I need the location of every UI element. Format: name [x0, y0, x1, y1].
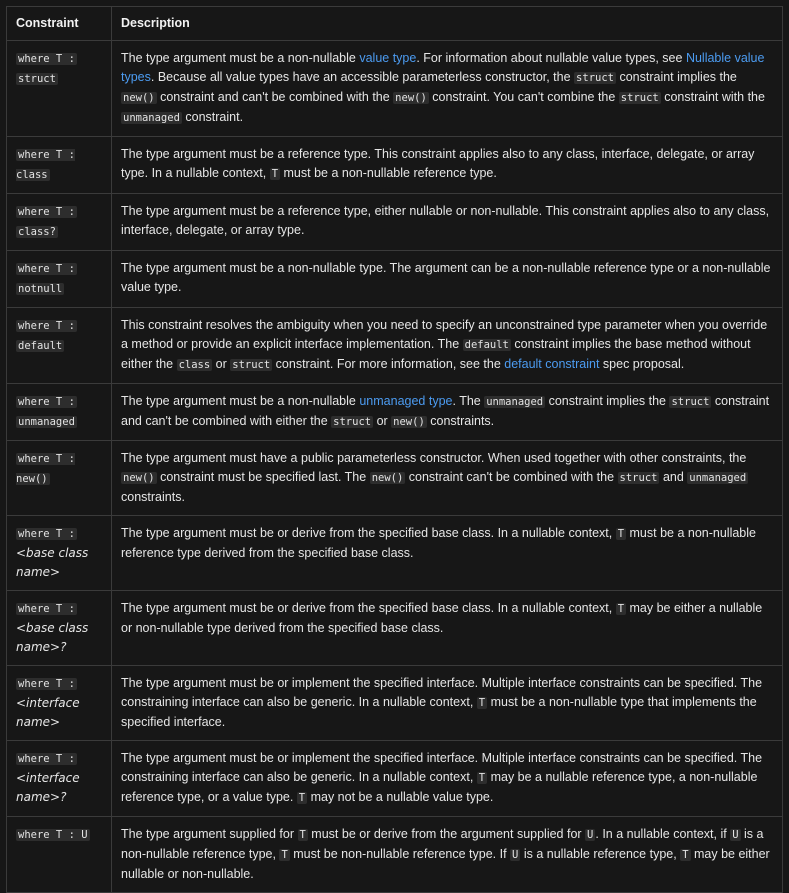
- inline-code: new(): [393, 416, 425, 428]
- description-text: . In a nullable context, if: [595, 827, 731, 841]
- description-text: constraints.: [426, 414, 495, 428]
- description-text: constraint and can't be combined with either the: [121, 394, 770, 428]
- inline-code: default: [464, 339, 509, 351]
- description-cell: [112, 137, 783, 194]
- inline-code: U: [587, 829, 594, 841]
- description-text: The type argument must be a non-nullable: [121, 51, 360, 65]
- inline-code: unmanaged: [18, 416, 75, 428]
- inline-code: T: [299, 829, 306, 841]
- description-text: The type argument must be a non-nullable type. The argument can be a non-nullable reference type or a non-nullable value type.: [121, 261, 771, 294]
- inline-code: unmanaged: [123, 112, 180, 124]
- description-text: is a non-nullable reference type,: [121, 827, 764, 861]
- description-text: must be a non-nullable reference type derived from the specified base class.: [121, 526, 756, 560]
- description-text: constraint must be specified last. The: [156, 470, 370, 484]
- inline-code: new(): [371, 472, 404, 484]
- constraint-cell: [7, 516, 112, 591]
- doc-link[interactable]: default constraint: [504, 357, 600, 371]
- inline-code: new(): [123, 472, 155, 484]
- description-cell: [112, 591, 783, 666]
- inline-code: where T : new(): [16, 453, 75, 485]
- description-text: is a nullable reference type,: [520, 847, 681, 861]
- constraint-cell: [7, 137, 112, 194]
- table-row: [7, 817, 783, 893]
- inline-code: where T : class: [16, 149, 75, 181]
- description-text: constraint. For more information, see the: [272, 357, 505, 371]
- table-row: [7, 384, 783, 441]
- table-row: [7, 41, 783, 137]
- inline-code: default: [18, 340, 63, 352]
- inline-code: struct: [619, 472, 658, 484]
- type-placeholder: <base class name>: [16, 546, 89, 579]
- description-text: must be or derive from the argument supplied for: [307, 827, 586, 841]
- description-text: must be a non-nullable reference type.: [280, 166, 497, 180]
- inline-code: U: [732, 829, 739, 841]
- description-cell: [112, 308, 783, 384]
- inline-code: where T :: [18, 753, 75, 765]
- inline-code: struct: [333, 416, 372, 428]
- inline-code: T: [682, 849, 689, 861]
- table-row: [7, 441, 783, 516]
- inline-code: unmanaged: [486, 396, 544, 408]
- constraint-cell: [7, 741, 112, 817]
- description-text: constraint with the: [660, 90, 765, 104]
- description-text: spec proposal.: [599, 357, 685, 371]
- description-text: The type argument must be a reference type. This constraint applies also to any class, interface, delegate, or array type. In a nullable context,: [121, 147, 755, 180]
- constraint-cell: [7, 41, 112, 137]
- type-placeholder: <interface name>: [16, 696, 80, 729]
- description-text: . For information about nullable value types, see: [416, 51, 686, 65]
- description-text: constraint and can't be combined with the: [156, 90, 394, 104]
- inline-code: new(): [395, 92, 427, 104]
- inline-code: T: [617, 603, 625, 615]
- constraint-column-header: Constraint: [7, 7, 112, 41]
- inline-code: struct: [232, 359, 271, 371]
- description-text: may be either a nullable or non-nullable type derived from the specified base class.: [121, 601, 763, 635]
- description-cell: [112, 516, 783, 591]
- inline-code: class?: [18, 226, 56, 238]
- description-text: . Because all value types have an accessible parameterless constructor, the: [150, 70, 575, 84]
- description-text: constraint implies the: [615, 70, 737, 84]
- table-row: [7, 194, 783, 251]
- inline-code: where T :: [18, 396, 75, 408]
- description-cell: [112, 384, 783, 441]
- description-column-header: Description: [112, 7, 783, 41]
- constraint-cell: [7, 308, 112, 384]
- description-text: The type argument must be or derive from the specified base class. In a nullable context,: [121, 601, 616, 615]
- description-cell: [112, 441, 783, 516]
- constraint-cell: [7, 591, 112, 666]
- type-placeholder: <interface name>?: [16, 771, 80, 804]
- description-cell: [112, 251, 783, 308]
- inline-code: T: [271, 168, 279, 180]
- constraint-cell: [7, 251, 112, 308]
- inline-code: where T :: [18, 528, 75, 540]
- description-text: This constraint resolves the ambiguity when you need to specify an unconstrained type parameter when you override a method or provide an explicit interface implementation. The: [121, 318, 768, 351]
- description-text: constraints.: [121, 490, 185, 504]
- inline-code: new(): [123, 92, 155, 104]
- description-text: may be either nullable or non-nullable.: [121, 847, 770, 881]
- table-row: [7, 591, 783, 666]
- table-row: [7, 137, 783, 194]
- description-text: The type argument must be or implement the specified interface. Multiple interface constraints can be specified. The constraining interface can also be generic. In a nullable context,: [121, 751, 763, 784]
- description-text: The type argument must be or derive from the specified base class. In a nullable context,: [121, 526, 616, 540]
- table-body: [7, 41, 783, 893]
- description-text: must be a non-nullable type that implements the specified interface.: [121, 695, 757, 729]
- description-text: or: [212, 357, 231, 371]
- inline-code: where T :: [18, 678, 75, 690]
- description-cell: [112, 741, 783, 817]
- description-text: constraint. You can't combine the: [428, 90, 619, 104]
- constraint-cell: [7, 666, 112, 741]
- table-row: [7, 741, 783, 817]
- doc-link[interactable]: unmanaged type: [359, 394, 453, 408]
- description-text: The type argument must be a reference type, either nullable or non-nullable. This constraint applies also to any class, interface, delegate, or array type.: [121, 204, 770, 237]
- description-cell: [112, 41, 783, 137]
- table-row: [7, 251, 783, 308]
- table-row: [7, 308, 783, 384]
- description-text: The type argument must be or implement the specified interface. Multiple interface constraints can be specified. The constraining interface can also be generic. In a nullable context,: [121, 676, 763, 709]
- constraint-cell: [7, 817, 112, 893]
- description-text: The type argument must have a public parameterless constructor. When used together with other constraints, the: [121, 451, 747, 465]
- table-row: [7, 516, 783, 591]
- description-text: constraint.: [181, 110, 244, 124]
- description-text: may not be a nullable value type.: [307, 790, 494, 804]
- description-text: must be non-nullable reference type. If: [289, 847, 511, 861]
- inline-code: class: [178, 359, 211, 371]
- doc-link[interactable]: Nullable value types: [121, 51, 765, 84]
- description-text: or: [373, 414, 392, 428]
- description-cell: [112, 666, 783, 741]
- inline-code: where T :: [18, 263, 75, 275]
- description-text: The type argument must be a non-nullable: [121, 394, 360, 408]
- description-cell: [112, 817, 783, 893]
- inline-code: where T : U: [18, 829, 88, 841]
- doc-link[interactable]: value type: [359, 51, 417, 65]
- description-cell: [112, 194, 783, 251]
- inline-code: struct: [18, 73, 56, 85]
- inline-code: struct: [671, 396, 710, 408]
- description-text: constraint implies the: [545, 394, 670, 408]
- table-row: [7, 666, 783, 741]
- inline-code: T: [281, 849, 288, 861]
- description-text: may be a nullable reference type, a non-nullable reference type, or a value type.: [121, 770, 758, 804]
- inline-code: T: [478, 772, 486, 784]
- inline-code: where T :: [18, 53, 75, 65]
- inline-code: T: [298, 792, 306, 804]
- inline-code: where T :: [18, 320, 75, 332]
- inline-code: struct: [620, 92, 659, 104]
- inline-code: notnull: [18, 283, 63, 295]
- inline-code: T: [617, 528, 625, 540]
- inline-code: unmanaged: [689, 472, 747, 484]
- inline-code: struct: [576, 72, 614, 84]
- constraint-cell: [7, 384, 112, 441]
- description-text: and: [659, 470, 688, 484]
- description-text: . The: [452, 394, 485, 408]
- constraints-table: [6, 6, 783, 893]
- inline-code: T: [478, 697, 486, 709]
- type-placeholder: <base class name>?: [16, 621, 89, 654]
- description-text: The type argument supplied for: [121, 827, 298, 841]
- inline-code: where T :: [18, 206, 75, 218]
- inline-code: U: [512, 849, 519, 861]
- inline-code: where T :: [18, 603, 75, 615]
- header-row: [7, 7, 783, 41]
- description-text: constraint can't be combined with the: [405, 470, 618, 484]
- constraint-cell: [7, 441, 112, 516]
- description-text: constraint implies the base method without either the: [121, 337, 751, 371]
- constraint-cell: [7, 194, 112, 251]
